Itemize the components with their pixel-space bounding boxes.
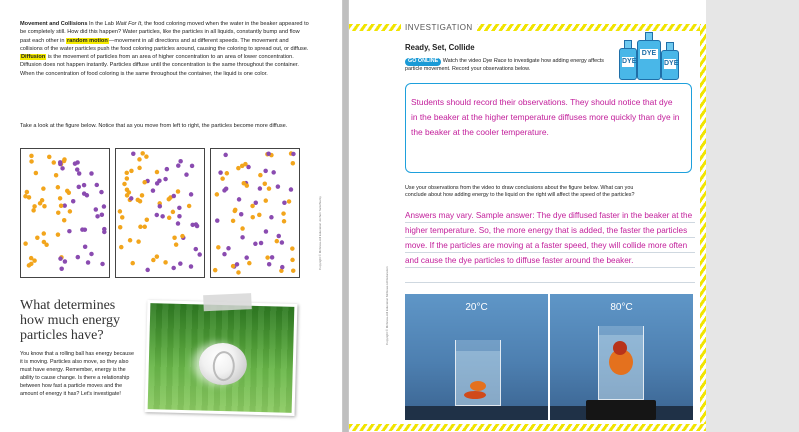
particle-dot [42,231,46,235]
particle-dot [160,214,164,218]
particle-dot [140,193,144,197]
particle-dot [187,204,191,208]
particle-dot [71,199,75,203]
particle-dot [77,185,81,189]
particle-dot [129,196,133,200]
particle-dot [140,151,144,155]
particle-dot [125,171,129,175]
intro-text-4: is the movement of particles from an area of higher concentration to an area of lower concentration. Diffusion does not happen instantly. Particles diffuse until the concentration is the same throughout the container. When the concentration of food coloring is the same throughout the container, the liquid is one color. [20,54,299,77]
particle-dot [225,171,229,175]
particle-dot [145,268,149,272]
particle-dot [68,209,72,213]
particle-dot [47,155,51,159]
particle-dot [165,167,169,171]
particle-dot [178,261,182,265]
particle-dot [275,239,279,243]
particle-dot [82,191,86,195]
particle-dot [27,195,31,199]
dye-bottles-icon [619,28,681,80]
temp-label-cool: 20°C [465,302,488,313]
dye-bottle [619,48,637,80]
intro-heading: Movement and Collisions [20,21,88,27]
diffusion-panel-2 [115,148,205,278]
particle-dot [245,183,249,187]
conclusion-question: Use your observations from the video to draw conclusions about the figure below. What can you conclude about how adding energy to the liquid on the right will affect the speed of the particles? [405,185,635,199]
go-online-instructions [405,58,620,73]
particle-dot [253,242,257,246]
particle-dot [223,153,227,157]
particle-dot [82,183,86,187]
particle-dot [76,255,80,259]
left-page [0,0,343,432]
particle-dot [263,169,267,173]
particle-dot [177,206,181,210]
particle-dot [102,230,106,234]
particle-dot [189,264,193,268]
beaker-photo-cool [405,294,548,420]
particle-dot [29,262,33,266]
particle-dot [63,259,67,263]
particle-dot [102,204,106,208]
particle-dot [176,221,180,225]
particle-dot [244,255,248,259]
investigation-banner: INVESTIGATION [401,22,477,33]
dye-bottle-label: DYE [664,60,679,67]
particle-dot [77,171,81,175]
particle-dot [136,239,140,243]
particle-dot [270,255,274,259]
rolling-ball-photo [145,300,298,416]
particle-dot [246,165,250,169]
particle-dot [257,213,261,217]
go-online-badge[interactable]: GO ONLINE [405,58,441,66]
particle-dot [23,241,27,245]
particle-dot [163,177,167,181]
particle-dot [194,222,198,226]
particle-dot [56,232,60,236]
particle-dot [118,209,122,213]
particle-dot [163,260,167,264]
counter [405,406,548,420]
particle-dot [118,225,122,229]
particle-dot [41,186,45,190]
particle-dot [136,198,140,202]
particle-dot [138,225,142,229]
particle-dot [190,164,194,168]
dye-bottle [637,40,661,80]
particle-dot [282,200,286,204]
photo-grass [148,303,295,413]
particle-dot [171,266,175,270]
particle-dot [59,204,63,208]
particle-dot [155,213,159,217]
particle-dot [247,261,251,265]
term-diffusion: Diffusion [21,54,46,61]
particle-dot [158,204,162,208]
particle-dot [239,212,243,216]
video-title-link[interactable]: Dye Race [482,58,507,64]
particle-dot [189,192,193,196]
right-page [348,0,706,432]
particle-dot [236,166,240,170]
particle-dot [176,163,180,167]
beaker-glass [598,326,644,400]
particle-dot [269,215,273,219]
dye-drop [464,391,486,399]
dye-bottle [661,50,679,80]
particle-dot [259,241,263,245]
particle-dot [215,192,219,196]
answer-line [405,282,695,283]
particle-dot [120,215,124,219]
particle-dot [128,238,132,242]
particle-dot [171,210,175,214]
particle-dot [167,216,171,220]
right-stripe [700,24,706,424]
particle-dot [235,262,239,266]
intro-text-1: In the Lab [87,21,116,27]
particle-dot [281,211,285,215]
particle-dot [180,234,184,238]
particle-dot [35,235,39,239]
particle-dot [151,258,155,262]
particle-dot [263,182,267,186]
particle-dot [44,243,48,247]
particle-dot [29,154,33,158]
particle-dot [99,190,103,194]
particle-dot [60,166,64,170]
dye-plume [613,341,627,355]
particle-dot [280,265,284,269]
particle-dot [131,151,135,155]
question-body: You know that a rolling ball has energy because it is moving. Particles also move, so they also must have energy. Remember, energy is the ability to cause change. Is there a relationship between how fast a particle moves and the amount of energy it has? Let's investigate! [20,351,134,397]
observation-answer: Students should record their observations. They should notice that dye in the beaker at the higher temperature diffuses more quickly than dye in the beaker at the cooler temperature. [411,97,680,137]
hot-plate [586,400,656,420]
particle-dot [264,229,268,233]
right-copyright: Copyright © McGraw-Hill Education McGraw-Hill Education [385,266,389,345]
particle-dot [287,199,291,203]
particle-dot [176,189,180,193]
particle-dot [224,187,228,191]
particle-dot [31,208,35,212]
particle-dot [213,268,217,272]
particle-dot [58,256,62,260]
question-heading: What determines how much energy particles have? [20,298,121,343]
particle-dot [130,261,134,265]
particle-dot [56,185,60,189]
particle-dot [73,161,77,165]
particle-dot [142,225,146,229]
beaker-comparison-photo [405,294,693,420]
particle-dot [95,183,99,187]
diffusion-panel-1 [20,148,110,278]
particle-dot [100,213,104,217]
particle-dot [75,167,79,171]
particle-dot [233,209,237,213]
particle-dot [125,176,129,180]
conclusion-answer: Answers may vary. Sample answer: The dye diffused faster in the beaker at the higher temperature. So, the more energy that is added, the faster the particles move. If the particles are moving at a faster speed, they will collide more often and cause the dye particles to diffuse faster around the beaker. [405,211,693,265]
left-copyright: Copyright © McGraw-Hill Education Jochen Tack/Alamy [318,196,322,270]
go-online-text-2: to investigate how adding energy affects particle movement. Record your observations below. [405,58,604,72]
particle-dot [237,197,241,201]
particle-dot [89,171,93,175]
particle-dot [172,194,176,198]
particle-dot [65,189,69,193]
particle-dot [265,255,269,259]
particle-dot [119,245,123,249]
particle-dot [231,219,235,223]
particle-dot [25,190,29,194]
particle-dot [267,186,271,190]
particle-dot [267,262,271,266]
particle-dot [100,262,104,266]
particle-dot [254,200,258,204]
intro-text-3: —movement in all directions and at different speeds. The movement and collisions of the water particles push the food coloring particles around, causing the coloring to spread out, or diffuse. [20,37,309,52]
particle-dot [197,252,201,256]
particle-dot [291,268,295,272]
particle-dot [240,235,244,239]
lab-title: Wait For It [115,21,142,27]
dye-bottle-label: DYE [641,50,657,57]
particle-dot [271,170,275,174]
particle-dot [151,188,155,192]
intro-paragraph [20,20,310,78]
particle-dot [291,152,295,156]
particle-dot [52,160,56,164]
particle-dot [142,180,146,184]
particle-dot [32,258,36,262]
particle-dot [218,170,222,174]
particle-dot [282,219,286,223]
particle-dot [32,204,36,208]
particle-dot [194,247,198,251]
particle-dot [95,214,99,218]
intro-text-2: , the food coloring moved when the water in the beaker appeared to be completely still. How did this happen? Water particles, like the particles in all liquids, constantly bump and flow past each other in [20,21,309,44]
particle-dot [34,171,38,175]
particle-dot [215,218,219,222]
particle-dot [174,242,178,246]
particle-dot [155,181,159,185]
particle-dot [226,246,230,250]
beaker-glass [455,340,501,406]
particle-dot [86,260,90,264]
particle-dot [184,172,188,176]
beaker-photo-hot [550,294,693,420]
particle-dot [137,166,141,170]
particle-dot [236,270,240,274]
particle-dot [59,266,63,270]
particle-dot [178,159,182,163]
particle-dot [89,252,93,256]
diffusion-figure [20,148,310,278]
particle-dot [67,229,71,233]
particle-dot [144,154,148,158]
particle-dot [56,210,60,214]
go-online-text-1: Watch the video [441,58,483,64]
particle-dot [94,207,98,211]
term-random-motion: random motion [67,37,108,44]
particle-dot [83,244,87,248]
particle-dot [122,182,126,186]
particle-dot [129,169,133,173]
particle-dot [264,198,268,202]
particle-dot [290,258,294,262]
particle-dot [177,214,181,218]
particle-dot [58,160,62,164]
section-title: Ready, Set, Collide [405,43,475,52]
particle-dot [277,234,281,238]
particle-dot [289,187,293,191]
particle-dot [80,227,84,231]
dye-drop [470,381,486,391]
particle-dot [258,173,262,177]
particle-dot [145,217,149,221]
particle-dot [29,159,33,163]
dye-bottle-label: DYE [622,58,637,65]
particle-dot [220,176,224,180]
particle-dot [291,161,295,165]
particle-dot [240,226,244,230]
particle-dot [40,198,44,202]
particle-dot [280,240,284,244]
particle-dot [290,246,294,250]
particle-dot [240,164,244,168]
temp-label-hot: 80°C [610,302,633,313]
particle-dot [58,196,62,200]
bottom-stripe [349,424,706,431]
particle-dot [258,186,262,190]
particle-dot [137,157,141,161]
particle-dot [172,235,176,239]
particle-dot [42,204,46,208]
particle-dot [276,184,280,188]
figure-intro: Take a look at the figure below. Notice that as you move from left to right, the particles become more diffuse. [20,123,288,129]
particle-dot [155,254,159,258]
particle-dot [54,173,58,177]
particle-dot [231,264,235,268]
particle-dot [251,215,255,219]
particle-dot [266,151,270,155]
particle-dot [62,218,66,222]
particle-dot [250,204,254,208]
particle-dot [222,252,226,256]
diffusion-panel-3 [210,148,300,278]
particle-dot [127,190,131,194]
tape-strip [203,293,252,311]
particle-dot [155,170,159,174]
particle-dot [216,245,220,249]
